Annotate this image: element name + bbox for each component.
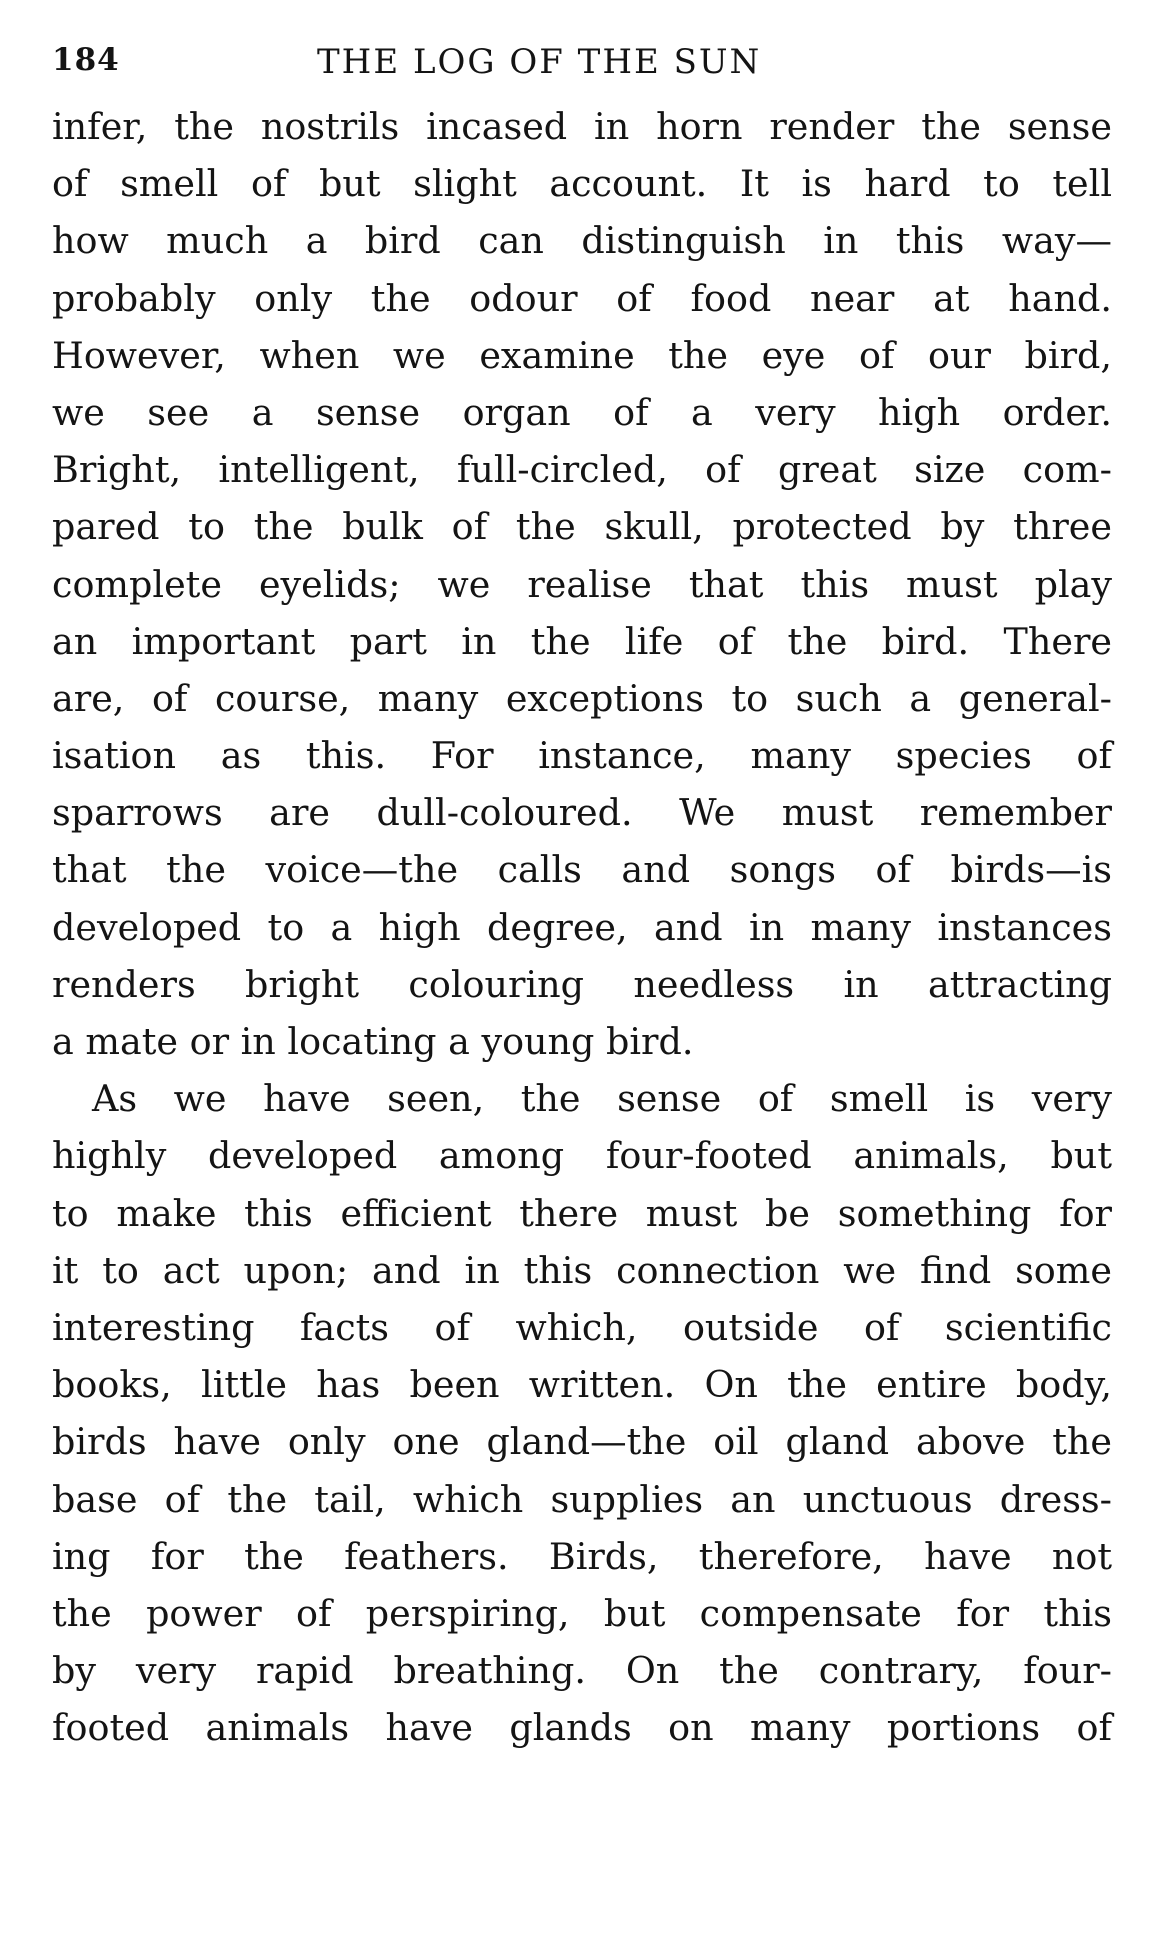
- text-line: by very rapid breathing. On the contrary, four-: [52, 1649, 1112, 1693]
- text-line: Bright, intelligent, full-circled, of great size com-: [52, 448, 1112, 492]
- text-line: As we have seen, the sense of smell is very: [92, 1077, 1112, 1121]
- text-line: of smell of but slight account. It is hard to tell: [52, 162, 1112, 206]
- text-line: highly developed among four-footed animals, but: [52, 1134, 1112, 1178]
- text-line: we see a sense organ of a very high order.: [52, 390, 1112, 434]
- body-text: [52, 98, 1112, 1756]
- text-line: how much a bird can distinguish in this way—: [52, 219, 1112, 263]
- running-head: [52, 42, 1112, 92]
- text-line: base of the tail, which supplies an unctuous dress-: [52, 1477, 1112, 1521]
- text-line: books, little has been written. On the entire body,: [52, 1363, 1112, 1407]
- text-line: renders bright colouring needless in attracting: [52, 962, 1112, 1006]
- text-line: probably only the odour of food near at hand.: [52, 276, 1112, 320]
- text-line: to make this efficient there must be something for: [52, 1191, 1112, 1235]
- text-line: footed animals have glands on many portions of: [52, 1706, 1112, 1750]
- text-line: isation as this. For instance, many species of: [52, 734, 1112, 778]
- text-line: an important part in the life of the bird. There: [52, 619, 1112, 663]
- paragraph-1: [52, 98, 1112, 1070]
- text-line: However, when we examine the eye of our bird,: [52, 333, 1112, 377]
- text-line: ing for the feathers. Birds, therefore, have not: [52, 1534, 1112, 1578]
- text-line: pared to the bulk of the skull, protected by three: [52, 505, 1112, 549]
- running-title: THE LOG OF THE SUN: [317, 42, 762, 82]
- text-line: it to act upon; and in this connection we find some: [52, 1248, 1112, 1292]
- text-line: interesting facts of which, outside of scientific: [52, 1305, 1112, 1349]
- text-line: that the voice—the calls and songs of birds—is: [52, 848, 1112, 892]
- text-line: sparrows are dull-coloured. We must remember: [52, 791, 1112, 835]
- text-line: complete eyelids; we realise that this must play: [52, 562, 1112, 606]
- text-line: are, of course, many exceptions to such a general-: [52, 676, 1112, 720]
- page-number: 184: [52, 42, 120, 78]
- text-line: a mate or in locating a young bird.: [52, 1020, 694, 1063]
- paragraph-2: [52, 1070, 1112, 1756]
- text-line: developed to a high degree, and in many instances: [52, 905, 1112, 949]
- text-line: the power of perspiring, but compensate for this: [52, 1591, 1112, 1635]
- text-line: birds have only one gland—the oil gland above the: [52, 1420, 1112, 1464]
- text-line: infer, the nostrils incased in horn render the sense: [52, 105, 1112, 148]
